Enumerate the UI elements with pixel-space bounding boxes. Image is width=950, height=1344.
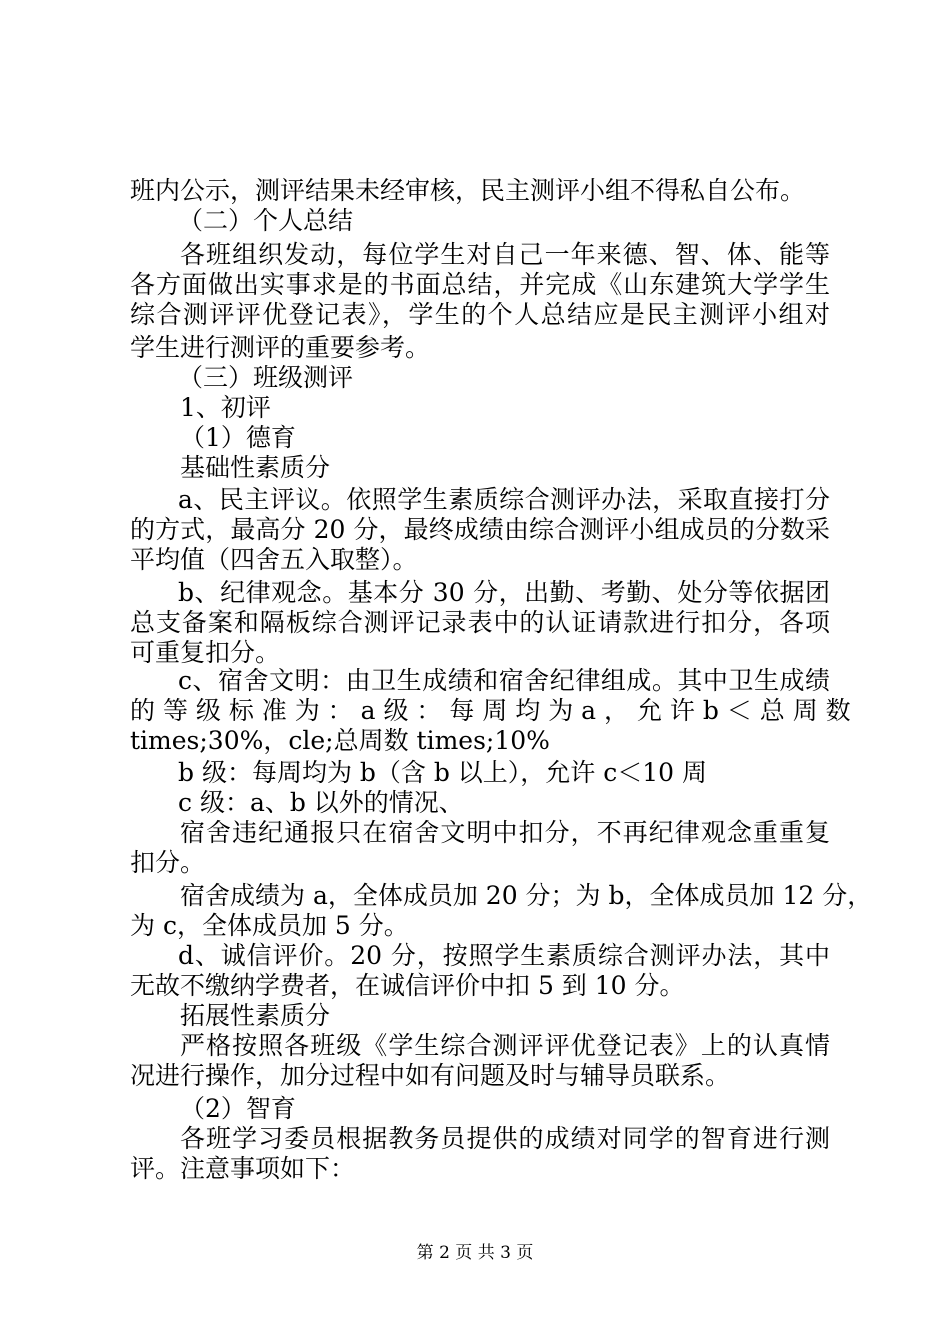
paragraph-line: 可重复扣分。 — [130, 638, 281, 667]
page-number-footer: 第 2 页 共 3 页 — [416, 1243, 534, 1263]
subsection-heading: （2）智育 — [180, 1094, 296, 1123]
subsection-heading: 1、初评 — [180, 393, 271, 422]
paragraph-line: 的 等 级 标 准 为 ： a 级 ： 每 周 均 为 a ， 允 许 b ＜ 总 周 数 — [130, 696, 851, 725]
paragraph-line: a、民主评议。依照学生素质综合测评办法，采取直接打分 — [178, 485, 830, 514]
paragraph-line: 况进行操作，加分过程中如有问题及时与辅导员联系。 — [130, 1061, 731, 1090]
paragraph-line: 为 c，全体成员加 5 分。 — [130, 911, 409, 940]
paragraph-line: 平均值（四舍五入取整）。 — [130, 545, 418, 574]
section-heading: （二）个人总结 — [178, 206, 354, 235]
paragraph-line: b、纪律观念。基本分 30 分，出勤、考勤、处分等依据团 — [178, 578, 830, 607]
paragraph-line: 综合测评评优登记表》，学生的个人总结应是民主测评小组对 — [130, 300, 830, 329]
paragraph-line: 班内公示，测评结果未经审核，民主测评小组不得私自公布。 — [130, 176, 806, 205]
subsection-heading: 拓展性素质分 — [180, 1001, 331, 1030]
subsection-heading: （1）德育 — [180, 423, 296, 452]
paragraph-line: 宿舍成绩为 a，全体成员加 20 分；为 b，全体成员加 12 分， — [180, 881, 873, 910]
paragraph-line: 宿舍违纪通报只在宿舍文明中扣分，不再纪律观念重重复 — [180, 818, 830, 847]
paragraph-line: c 级：a、b 以外的情况、 — [178, 788, 464, 817]
paragraph-line: 各班组织发动，每位学生对自己一年来德、智、体、能等 — [180, 240, 830, 269]
paragraph-line: b 级：每周均为 b（含 b 以上），允许 c＜10 周 — [178, 758, 708, 787]
section-heading: （三）班级测评 — [178, 363, 354, 392]
paragraph-line: d、诚信评价。20 分，按照学生素质综合测评办法，其中 — [178, 941, 830, 970]
paragraph-line: 严格按照各班级《学生综合测评评优登记表》上的认真情 — [180, 1031, 830, 1060]
paragraph-line: 无故不缴纳学费者，在诚信评价中扣 5 到 10 分。 — [130, 971, 685, 1000]
paragraph-line: 总支备案和隔板综合测评记录表中的认证请款进行扣分，各项 — [130, 608, 830, 637]
paragraph-line: 学生进行测评的重要参考。 — [130, 333, 431, 362]
paragraph-line: 的方式，最高分 20 分，最终成绩由综合测评小组成员的分数采 — [130, 515, 830, 544]
paragraph-line: 各方面做出实事求是的书面总结，并完成《山东建筑大学学生 — [130, 270, 830, 299]
paragraph-line: times;30%，cle;总周数 times;10% — [130, 726, 550, 755]
paragraph-line: 扣分。 — [130, 848, 206, 877]
paragraph-line: 各班学习委员根据教务员提供的成绩对同学的智育进行测 — [180, 1124, 830, 1153]
paragraph-line: 评。注意事项如下： — [130, 1154, 356, 1183]
subsection-heading: 基础性素质分 — [180, 453, 331, 482]
paragraph-line: c、宿舍文明：由卫生成绩和宿舍纪律组成。其中卫生成绩 — [178, 666, 830, 695]
